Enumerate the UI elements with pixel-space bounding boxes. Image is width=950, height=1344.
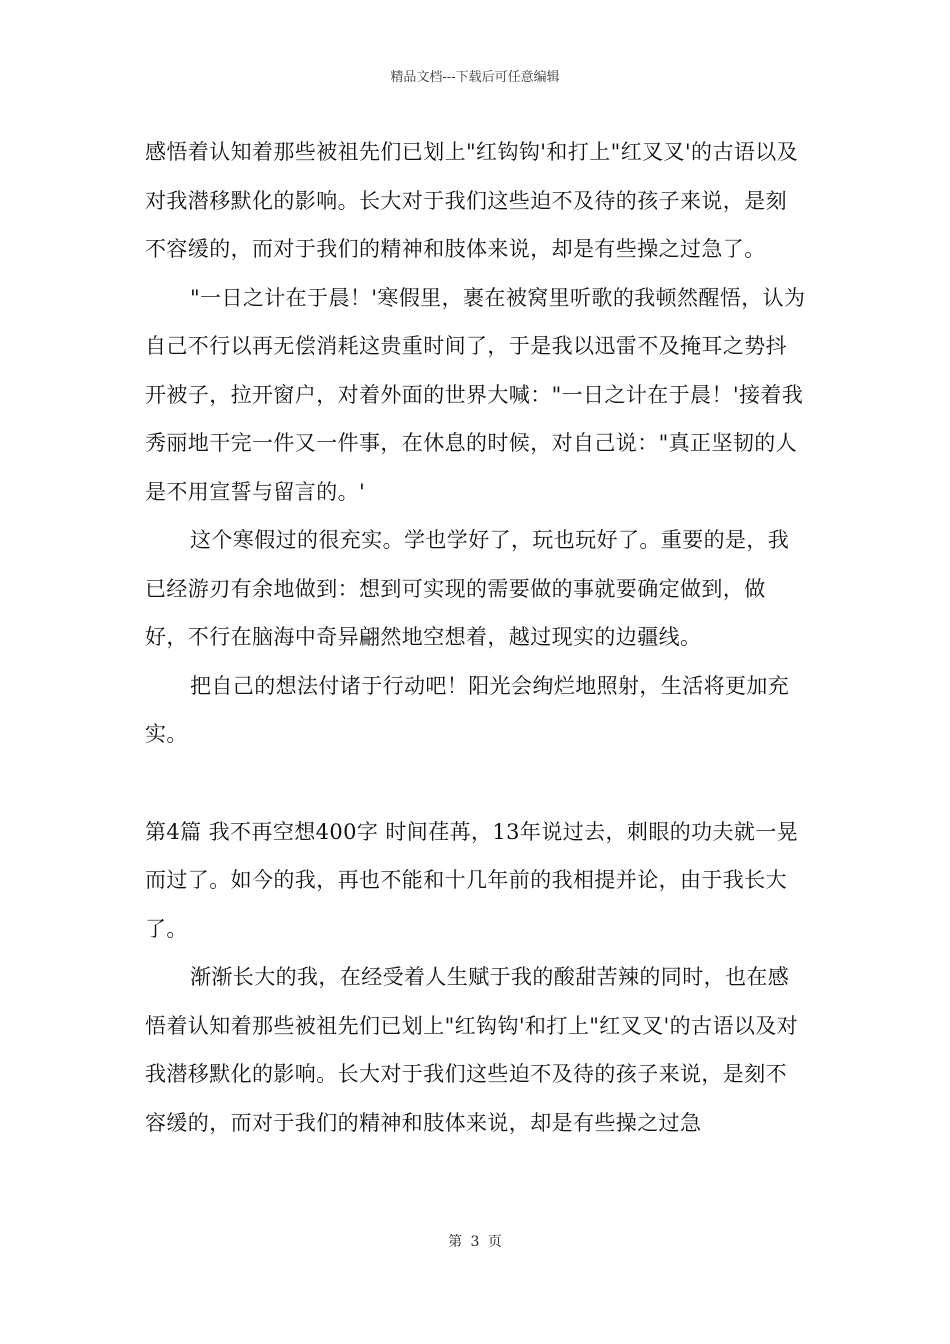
footer-suffix: 页 <box>487 1234 502 1250</box>
paragraph-6: 渐渐长大的我，在经受着人生赋于我的酸甜苦辣的同时，也在感悟着认知着那些被祖先们已划上"红钩钩'和打上"红叉叉'的古语以及对我潜移默化的影响。长大对于我们这些迫不及待的孩子来说，是刻不容缓的，而对于我们的精神和肢体来说，却是有些操之过急 <box>145 965 799 1135</box>
page-footer <box>0 1231 950 1251</box>
section-heading-paragraph: 第4篇 我不再空想400字 时间荏苒，13年说过去，刺眼的功夫就一晃而过了。如今的我，再也不能和十几年前的我相提并论，由于我长大了。 <box>145 819 799 941</box>
footer-prefix: 第 <box>448 1234 463 1250</box>
page-number: 3 <box>470 1234 480 1250</box>
paragraph-3: 这个寒假过的很充实。学也学好了，玩也玩好了。重要的是，我已经游刃有余地做到：想到可实现的需要做的事就要确定做到，做好，不行在脑海中奇异翩然地空想着，越过现实的边疆线。 <box>145 528 790 649</box>
page-header: 精品文档---下载后可任意编辑 <box>390 70 560 85</box>
paragraph-4: 把自己的想法付诸于行动吧！阳光会绚烂地照射，生活将更加充实。 <box>145 673 790 746</box>
paragraph-2: "一日之计在于晨！'寒假里，裹在被窝里听歌的我顿然醒悟，认为自己不行以再无偿消耗这贵重时间了，于是我以迅雷不及掩耳之势抖开被子，拉开窗户，对着外面的世界大喊："一日之计在于晨！'接着我秀丽地干完一件又一件事，在休息的时候，对自己说："真正坚韧的人是不用宣誓与留言的。' <box>145 285 806 504</box>
document-body <box>145 128 807 1147</box>
paragraph-1: 感悟着认知着那些被祖先们已划上"红钩钩'和打上"红叉叉'的古语以及对我潜移默化的影响。长大对于我们这些迫不及待的孩子来说，是刻不容缓的，而对于我们的精神和肢体来说，却是有些操之过急了。 <box>145 140 799 261</box>
